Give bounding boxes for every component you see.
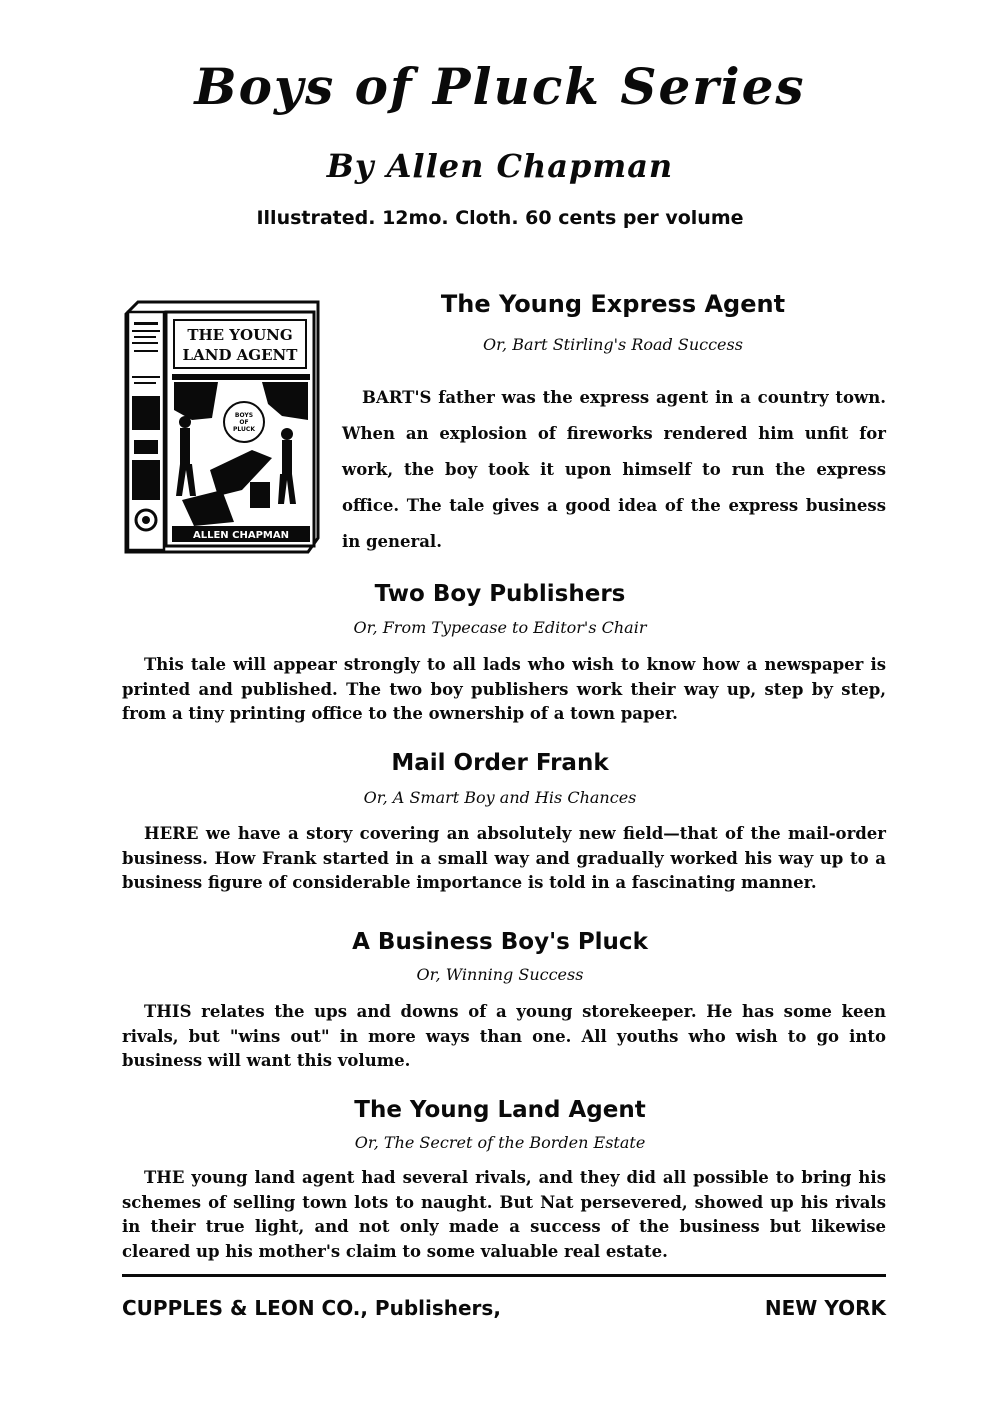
book-cover-illustration bbox=[122, 300, 320, 555]
series-title: Boys of Pluck Series bbox=[194, 57, 806, 116]
cover-title-line2: LAND AGENT bbox=[182, 346, 298, 364]
book-description: THIS relates the ups and downs of a young storekeeper. He has some keen rivals, but "wins out" in more ways than one. All youths who wish to go into business will want this volume. bbox=[122, 1002, 886, 1070]
series-author: By Allen Chapman bbox=[326, 147, 674, 185]
book-description: THE young land agent had several rivals, and they did all possible to bring his schemes of selling town lots to naught. But Nat persevered, showed up his rivals in their true light, and not only made a success of the business but likewise cleared up his mother's claim to some valuable real estate. bbox=[122, 1168, 886, 1261]
book-subtitle: Or, A Smart Boy and His Chances bbox=[363, 788, 637, 807]
book-description: BART'S father was the express agent in a country town. When an explosion of fireworks rendered him unfit for work, the boy took it upon himself to run the express office. The tale gives a good idea of the express business in general. bbox=[342, 388, 886, 551]
svg-text:BOYS: BOYS bbox=[234, 412, 254, 419]
book-title: The Young Express Agent bbox=[440, 290, 786, 318]
book-title: Mail Order Frank bbox=[391, 750, 609, 776]
book-subtitle: Or, Bart Stirling's Road Success bbox=[483, 335, 743, 354]
book-subtitle: Or, Winning Success bbox=[416, 965, 584, 984]
book-title: The Young Land Agent bbox=[354, 1097, 646, 1123]
book-description: This tale will appear strongly to all lads who wish to know how a newspaper is printed and published. The two boy publishers work their way up, step by step, from a tiny printing office to the ownership of a town paper. bbox=[122, 655, 886, 723]
book-subtitle: Or, From Typecase to Editor's Chair bbox=[353, 618, 647, 637]
publisher-city: NEW YORK bbox=[764, 1296, 886, 1320]
svg-text:PLUCK: PLUCK bbox=[233, 426, 255, 433]
publisher-name: CUPPLES & LEON CO., Publishers, bbox=[122, 1296, 501, 1320]
book-description: HERE we have a story covering an absolutely new field—that of the mail-order business. How Frank started in a small way and gradually worked his way up to a business figure of considerable importance is told in a fascinating manner. bbox=[122, 824, 886, 892]
cover-title-line1: THE YOUNG bbox=[187, 326, 293, 344]
book-subtitle: Or, The Secret of the Borden Estate bbox=[354, 1133, 646, 1152]
book-title: Two Boy Publishers bbox=[374, 581, 626, 607]
svg-text:OF: OF bbox=[239, 419, 249, 426]
cover-author: ALLEN CHAPMAN bbox=[192, 530, 290, 541]
series-details: Illustrated. 12mo. Cloth. 60 cents per volume bbox=[256, 207, 744, 229]
footer-divider bbox=[122, 1274, 886, 1277]
book-title: A Business Boy's Pluck bbox=[352, 929, 648, 955]
